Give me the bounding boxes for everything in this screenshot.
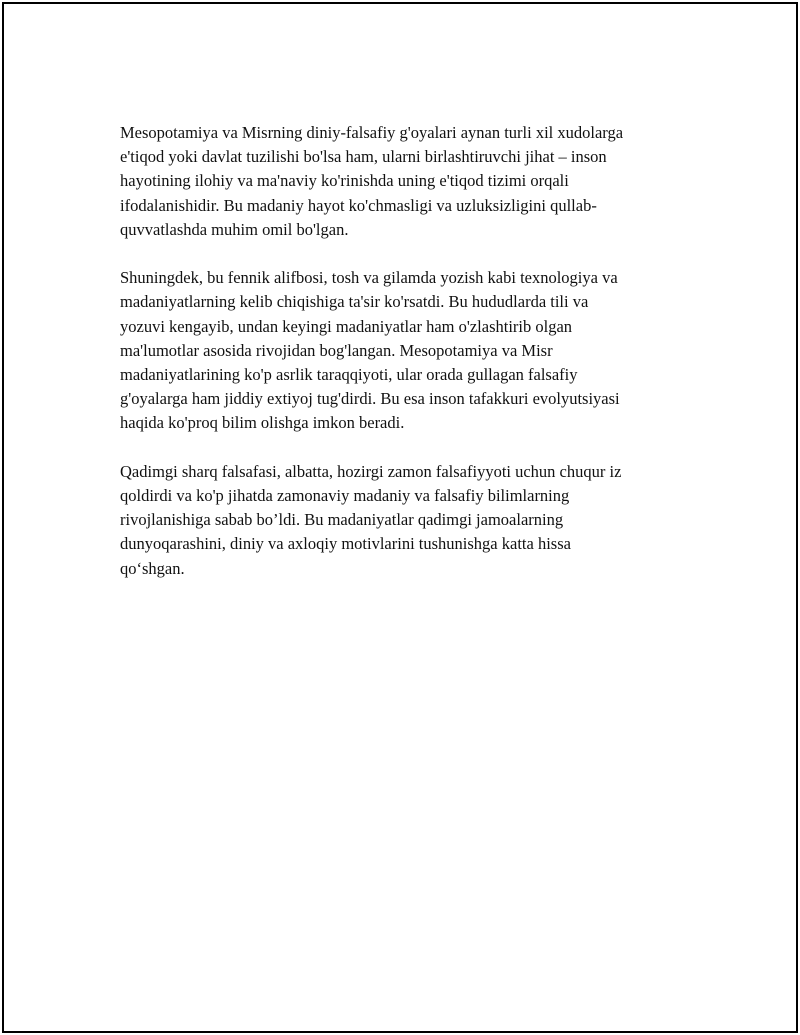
- document-body: [120, 121, 700, 605]
- paragraph-1: Mesopotamiya va Misrning diniy-falsafiy g'oyalari aynan turli xil xudolarga e'tiqod yoki davlat tuzilishi bo'lsa ham, ularni birlashtiruvchi jihat – inson hayotining ilohiy va ma'naviy ko'rinishda uning e'tiqod tizimi orqali ifodalanishidir. Bu madaniy hayot ko'chmasligi va uzluksizligini qullab- quvvatlashda muhim omil bo'lgan.: [120, 123, 624, 239]
- paragraph-3: Qadimgi sharq falsafasi, albatta, hozirgi zamon falsafiyyoti uchun chuqur iz qoldirdi va ko'p jihatda zamonaviy madaniy va falsafiy bilimlarning rivojlanishiga sabab bo’ldi. Bu madaniyatlar qadimgi jamoalarning dunyoqarashini, diniy va axloqiy motivlarini tushunishga katta hissa qo‘shgan.: [120, 461, 622, 578]
- document-page: [2, 2, 798, 1033]
- paragraph-2: Shuningdek, bu fennik alifbosi, tosh va gilamda yozish kabi texnologiya va madaniyatlarning kelib chiqishiga ta'sir ko'rsatdi. Bu hududlarda tili va yozuvi kengayib, undan keyingi madaniyatlar ham o'zlashtirib olgan ma'lumotlar asosida rivojidan bog'langan. Mesopotamiya va Misr madaniyatlarining ko'p asrlik taraqqiyoti, ular orada gullagan falsafiy g'oyalarga ham jiddiy extiyoj tug'dirdi. Bu esa inson tafakkuri evolyutsiyasi haqida ko'proq bilim olishga imkon beradi.: [120, 268, 620, 433]
